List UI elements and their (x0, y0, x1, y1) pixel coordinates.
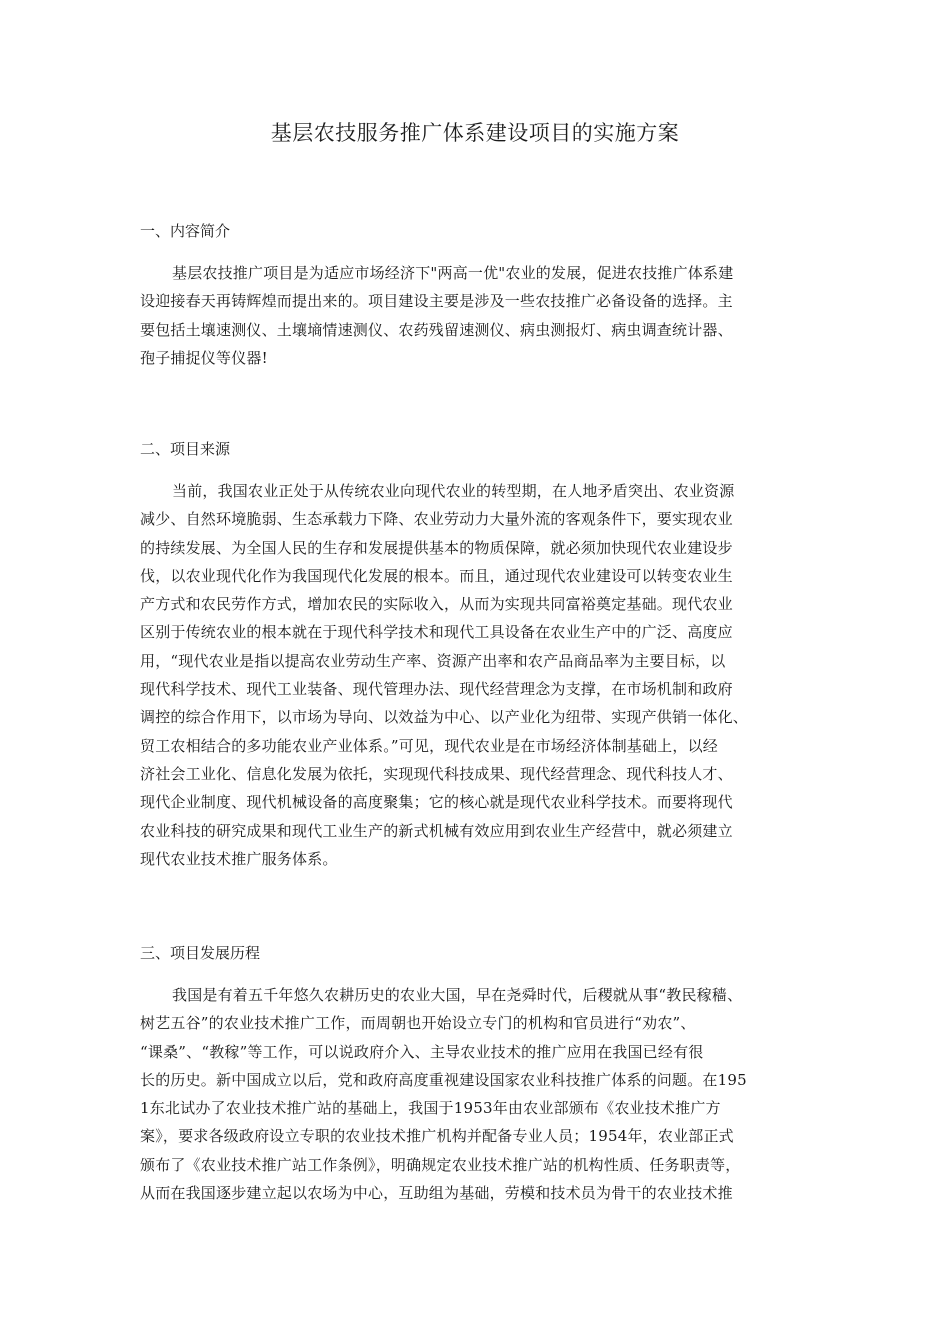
section-paragraph-source (140, 477, 820, 873)
section-heading-source: 二、项目来源 (140, 440, 231, 458)
paragraph-line: “课桑”、“教稼”等工作，可以说政府介入、主导农业技术的推广应用在我国已经有很 (140, 1042, 704, 1061)
paragraph-line: 产方式和农民劳作方式，增加农民的实际收入，从而为实现共同富裕奠定基础。现代农业 (140, 595, 733, 614)
paragraph-line: 案》，要求各级政府设立专职的农业技术推广机构并配备专业人员；1954年，农业部正式 (140, 1127, 734, 1146)
paragraph-line: 的持续发展、为全国人民的生存和发展提供基本的物质保障，就必须加快现代农业建设步 (140, 538, 733, 557)
document-title: 基层农技服务推广体系建设项目的实施方案 (270, 121, 680, 145)
paragraph-line: 我国是有着五千年悠久农耕历史的农业大国，早在尧舜时代，后稷就从事“教民稼穑、 (172, 986, 743, 1004)
paragraph-line: 减少、自然环境脆弱、生态承载力下降、农业劳动力大量外流的客观条件下，要实现农业 (140, 510, 733, 529)
section-paragraph-history (140, 981, 820, 1207)
paragraph-line: 农业科技的研究成果和现代工业生产的新式机械有效应用到农业生产经营中，就必须建立 (140, 821, 733, 840)
paragraph-line: 济社会工业化、信息化发展为依托，实现现代科技成果、现代经营理念、现代科技人才、 (140, 764, 733, 783)
section-heading-history: 三、项目发展历程 (140, 944, 261, 962)
paragraph-line: 树艺五谷”的农业技术推广工作，而周朝也开始设立专门的机构和官员进行“劝农”、 (140, 1014, 696, 1033)
paragraph-line: 当前，我国农业正处于从传统农业向现代农业的转型期，在人地矛盾突出、农业资源 (172, 482, 735, 500)
paragraph-line: 孢子捕捉仪等仪器! (140, 348, 268, 367)
paragraph-line: 设迎接春天再铸辉煌而提出来的。项目建设主要是涉及一些农技推广必备设备的选择。主 (140, 292, 733, 311)
paragraph-line: 基层农技推广项目是为适应市场经济下"两高一优"农业的发展，促进农技推广体系建 (172, 264, 734, 282)
paragraph-line: 伐，以农业现代化作为我国现代化发展的根本。而且，通过现代农业建设可以转变农业生 (140, 566, 733, 585)
paragraph-line: 现代农业技术推广服务体系。 (140, 849, 338, 868)
paragraph-line: 用，“现代农业是指以提高农业劳动生产率、资源产出率和农产品商品率为主要目标，以 (140, 651, 726, 670)
paragraph-line: 颁布了《农业技术推广站工作条例》，明确规定农业技术推广站的机构性质、任务职责等， (140, 1155, 741, 1174)
paragraph-line: 调控的综合作用下，以市场为导向、以效益为中心、以产业化为纽带、实现产供销一体化、 (140, 708, 749, 727)
paragraph-line: 现代企业制度、现代机械设备的高度聚集；它的核心就是现代农业科学技术。而要将现代 (140, 793, 733, 812)
paragraph-line: 现代科学技术、现代工业装备、现代管理办法、现代经营理念为支撑，在市场机制和政府 (140, 680, 733, 699)
paragraph-line: 区别于传统农业的根本就在于现代科学技术和现代工具设备在农业生产中的广泛、高度应 (140, 623, 733, 642)
paragraph-line: 1东北试办了农业技术推广站的基础上，我国于1953年由农业部颁布《农业技术推广方 (140, 1099, 721, 1118)
section-heading-intro: 一、内容简介 (140, 222, 231, 240)
paragraph-line: 要包括土壤速测仪、土壤墒情速测仪、农药残留速测仪、病虫测报灯、病虫调查统计器、 (140, 320, 733, 339)
section-paragraph-intro (140, 259, 820, 372)
paragraph-line: 从而在我国逐步建立起以农场为中心，互助组为基础，劳模和技术员为骨干的农业技术推 (140, 1184, 733, 1203)
paragraph-line: 贸工农相结合的多功能农业产业体系。”可见，现代农业是在市场经济体制基础上，以经 (140, 736, 718, 755)
paragraph-line: 长的历史。新中国成立以后，党和政府高度重视建设国家农业科技推广体系的问题。在195 (140, 1070, 747, 1089)
